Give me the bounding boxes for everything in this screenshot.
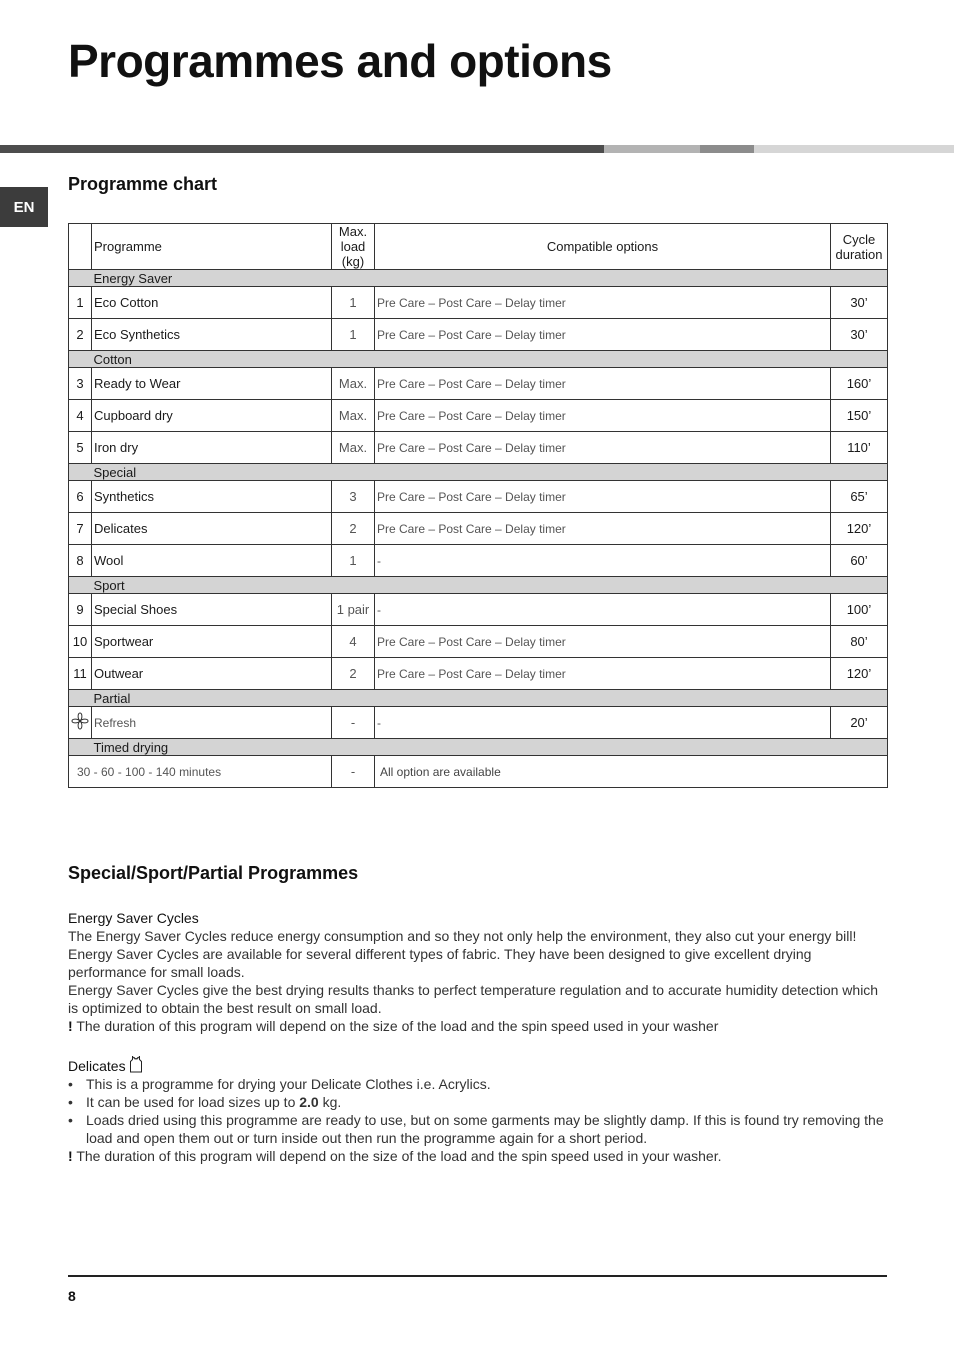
load-value: 2.0	[299, 1094, 319, 1110]
energy-saver-paragraph: The Energy Saver Cycles reduce energy consumption and so they not only help the environment, they also cut your energy bill!	[68, 928, 857, 944]
max-load: Max.	[332, 432, 375, 464]
delicates-note	[68, 1147, 886, 1165]
compatible-options: -	[375, 545, 831, 577]
bullet-text: It can be used for load sizes up to	[86, 1094, 300, 1110]
cycle-duration: 120’	[831, 513, 888, 545]
compatible-options: Pre Care – Post Care – Delay timer	[375, 658, 831, 690]
header-duration-line: duration	[835, 246, 883, 262]
programme-name: Delicates	[92, 513, 332, 545]
cycle-duration: 60’	[831, 545, 888, 577]
compatible-options: Pre Care – Post Care – Delay timer	[375, 432, 831, 464]
group-header-row	[69, 577, 888, 594]
footer-rule	[68, 1275, 887, 1277]
cycle-duration: 30’	[831, 319, 888, 351]
warning-mark: !	[68, 1018, 73, 1034]
table-row	[69, 319, 888, 351]
list-item	[68, 1093, 886, 1111]
list-item: • This is a programme for drying your Delicate Clothes i.e. Acrylics.	[68, 1075, 886, 1093]
table-row	[69, 545, 888, 577]
energy-saver-note-text: The duration of this program will depend on the size of the load and the spin speed used in your washer	[76, 1018, 719, 1034]
page-number: 8	[68, 1288, 76, 1304]
delicates-section	[68, 1055, 886, 1165]
timed-drying-times: 30 - 60 - 100 - 140 minutes	[69, 756, 332, 788]
max-load: 1	[332, 319, 375, 351]
cycle-duration: 110’	[831, 432, 888, 464]
cycle-duration: 120’	[831, 658, 888, 690]
table-row	[69, 594, 888, 626]
group-header-row	[69, 270, 888, 287]
programme-name: Eco Synthetics	[92, 319, 332, 351]
programme-number: 2	[69, 319, 92, 351]
header-stripe-dark	[0, 145, 604, 153]
max-load: 1 pair	[332, 594, 375, 626]
group-spacer-cell	[69, 464, 92, 481]
list-item: • Loads dried using this programme are ready to use, but on some garments may be slightly damp. If this is found try removing the load and open them out or turn inside out then run the programme again for a short period.	[68, 1111, 886, 1147]
max-load: 2	[332, 513, 375, 545]
table-row	[69, 432, 888, 464]
group-spacer-cell	[69, 577, 92, 594]
programme-number: 3	[69, 368, 92, 400]
cycle-duration: 160’	[831, 368, 888, 400]
special-programmes-heading: Special/Sport/Partial Programmes	[68, 863, 359, 883]
cycle-duration: 30’	[831, 287, 888, 319]
programme-name: Sportwear	[92, 626, 332, 658]
compatible-options: Pre Care – Post Care – Delay timer	[375, 287, 831, 319]
header-number-cell	[69, 224, 92, 270]
table-row	[69, 400, 888, 432]
max-load: -	[332, 707, 375, 739]
max-load: 1	[332, 545, 375, 577]
table-row	[69, 756, 888, 788]
group-name: Sport	[92, 577, 888, 594]
group-name: Timed drying	[92, 739, 888, 756]
fan-icon	[71, 712, 89, 730]
programme-name: Outwear	[92, 658, 332, 690]
group-header-row	[69, 351, 888, 368]
energy-saver-note	[68, 1017, 886, 1035]
warning-mark: !	[68, 1148, 73, 1164]
cycle-duration: 100’	[831, 594, 888, 626]
programme-name: Special Shoes	[92, 594, 332, 626]
header-duration-line: Cycle	[842, 231, 876, 247]
max-load: -	[332, 756, 375, 788]
programme-number: 1	[69, 287, 92, 319]
delicates-title: Delicates	[68, 1058, 126, 1074]
programme-number: 6	[69, 481, 92, 513]
language-tab: EN	[0, 187, 48, 227]
delicate-garment-icon	[129, 1055, 143, 1073]
max-load: 1	[332, 287, 375, 319]
header-programme: Programme	[92, 224, 332, 270]
compatible-options: Pre Care – Post Care – Delay timer	[375, 319, 831, 351]
programme-chart-heading: Programme chart	[68, 174, 218, 194]
programme-number: 7	[69, 513, 92, 545]
programme-name: Wool	[92, 545, 332, 577]
group-spacer-cell	[69, 739, 92, 756]
table-row	[69, 481, 888, 513]
programme-name: Synthetics	[92, 481, 332, 513]
bullet-text: kg.	[318, 1094, 342, 1110]
group-spacer-cell	[69, 690, 92, 707]
cycle-duration: 80’	[831, 626, 888, 658]
compatible-options: Pre Care – Post Care – Delay timer	[375, 626, 831, 658]
group-header-row	[69, 464, 888, 481]
page-title: Programmes and options	[68, 35, 612, 87]
group-name: Energy Saver	[92, 270, 888, 287]
group-name: Cotton	[92, 351, 888, 368]
programme-number: 9	[69, 594, 92, 626]
compatible-options: -	[375, 594, 831, 626]
max-load: Max.	[332, 400, 375, 432]
programme-chart-table	[68, 223, 888, 788]
delicates-title-row	[68, 1055, 886, 1075]
compatible-options: All option are available	[375, 756, 888, 788]
group-spacer-cell	[69, 351, 92, 368]
programme-number: 11	[69, 658, 92, 690]
programme-name: Iron dry	[92, 432, 332, 464]
programme-name: Ready to Wear	[92, 368, 332, 400]
cycle-duration: 20’	[831, 707, 888, 739]
header-stripe-mid	[700, 145, 754, 153]
cycle-duration: 65’	[831, 481, 888, 513]
header-max-load	[332, 224, 375, 270]
cycle-duration: 150’	[831, 400, 888, 432]
energy-saver-paragraph: Energy Saver Cycles give the best drying results thanks to perfect temperature regulation and to accurate humidity detection which is optimized to obtain the best result on small load.	[68, 982, 879, 1016]
programme-number: 10	[69, 626, 92, 658]
table-row	[69, 658, 888, 690]
group-header-row	[69, 690, 888, 707]
max-load: 4	[332, 626, 375, 658]
programme-name: Refresh	[92, 707, 332, 739]
group-name: Partial	[92, 690, 888, 707]
group-spacer-cell	[69, 270, 92, 287]
programme-number: 5	[69, 432, 92, 464]
compatible-options: Pre Care – Post Care – Delay timer	[375, 481, 831, 513]
header-cycle-duration	[831, 224, 888, 270]
energy-saver-section	[68, 909, 886, 1035]
max-load: Max.	[332, 368, 375, 400]
programme-number: 8	[69, 545, 92, 577]
energy-saver-paragraph: Energy Saver Cycles are available for several different types of fabric. They have been designed to give excellent drying performance for small loads.	[68, 946, 812, 980]
header-max-load-line: load	[340, 239, 366, 254]
group-header-row	[69, 739, 888, 756]
header-max-load-line: Max.	[338, 224, 368, 239]
table-row	[69, 287, 888, 319]
group-name: Special	[92, 464, 888, 481]
programme-name: Cupboard dry	[92, 400, 332, 432]
table-header-row	[69, 224, 888, 270]
delicates-note-text: The duration of this program will depend on the size of the load and the spin speed used in your washer.	[76, 1148, 722, 1164]
header-compatible-options: Compatible options	[375, 224, 831, 270]
table-row	[69, 626, 888, 658]
header-max-load-line: (kg)	[341, 254, 365, 269]
compatible-options: Pre Care – Post Care – Delay timer	[375, 400, 831, 432]
table-row	[69, 707, 888, 739]
table-row	[69, 368, 888, 400]
delicates-bullet-list	[68, 1075, 886, 1147]
header-stripe-light	[604, 145, 700, 153]
compatible-options: -	[375, 707, 831, 739]
programme-number: 4	[69, 400, 92, 432]
programme-chart-body	[69, 224, 888, 788]
compatible-options: Pre Care – Post Care – Delay timer	[375, 368, 831, 400]
max-load: 2	[332, 658, 375, 690]
programme-name: Eco Cotton	[92, 287, 332, 319]
header-stripe-pale	[754, 145, 954, 153]
table-row	[69, 513, 888, 545]
programme-number-icon-cell	[69, 707, 92, 739]
max-load: 3	[332, 481, 375, 513]
energy-saver-title: Energy Saver Cycles	[68, 910, 199, 926]
compatible-options: Pre Care – Post Care – Delay timer	[375, 513, 831, 545]
